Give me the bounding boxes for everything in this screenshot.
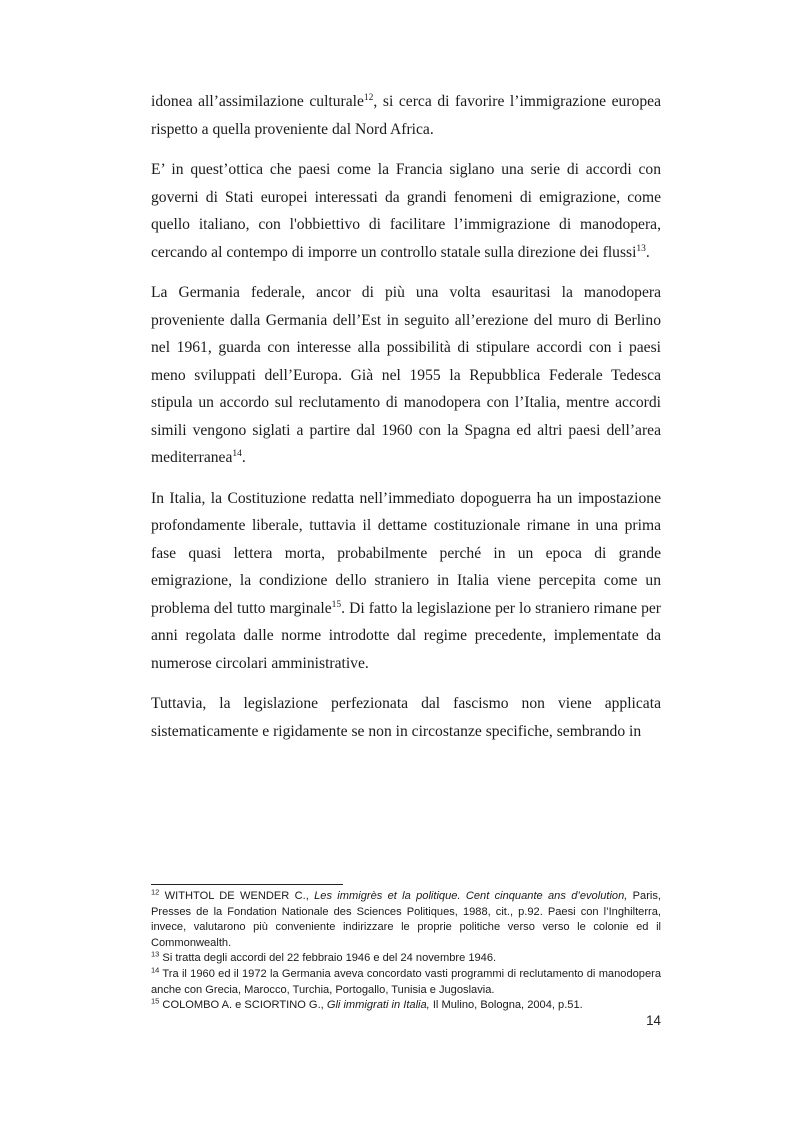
page-number: 14 (646, 1013, 661, 1028)
paragraph-4: In Italia, la Costituzione redatta nell’immediato dopoguerra ha un impostazione profondamente liberale, tuttavia il dettame costituzionale rimane in una prima fase quasi lettera morta, probabilmente perché in un epoca di grande emigrazione, la condizione dello straniero in Italia viene percepita come un problema del tutto marginale$^{15}$. Di fatto la legislazione per lo straniero rimane per anni regolata dalle norme introdotte dal regime precedente, implementate da numerose circolari amministrative. (151, 489, 661, 672)
footnote-ref-15[interactable]: 15 (331, 599, 342, 610)
footnote-13: $^{13}$ Si tratta degli accordi del 22 febbraio 1946 e del 24 novembre 1946. (151, 949, 497, 965)
footnote-15: $^{15}$ COLOMBO A. e SCIORTINO G., Gli immigrati in Italia, Il Mulino, Bologna, 2004, p.51. (151, 996, 583, 1012)
body-text (151, 88, 661, 745)
paragraph-1: idonea all’assimilazione culturale$^{12}$, si cerca di favorire l’immigrazione europea rispetto a quella proveniente dal Nord Africa. (151, 92, 661, 138)
footnote-12: $^{12}$ WITHTOL DE WENDER C., Les immigrès et la politique. Cent cinquante ans d’evolution, Paris, Presses de la Fondation Nationale des Sciences Politiques, 1988, cit., p.92. Paesi con l’Inghilterra, invece, valutarono più conveniente indirizzare le proprie politiche verso verso le colonie ed il Commonwealth. (151, 887, 661, 949)
footnote-separator (151, 884, 343, 885)
footnotes (151, 889, 661, 1014)
paragraph-3: La Germania federale, ancor di più una volta esauritasi la manodopera proveniente dalla Germania dell’Est in seguito all’erezione del muro di Berlino nel 1961, guarda con interesse alla possibilità di stipulare accordi con i paesi meno sviluppati dell’Europa. Già nel 1955 la Repubblica Federale Tedesca stipula un accordo sul reclutamento di manodopera con l’Italia, mentre accordi simili vengono siglati a partire dal 1960 con la Spagna ed altri paesi dell’area mediterranea$^{14}$. (151, 284, 661, 466)
paragraph-5: Tuttavia, la legislazione perfezionata dal fascismo non viene applicata sistematicamente e rigidamente se non in circostanze specifiche, sembrando in (151, 695, 661, 740)
footnote-14: $^{14}$ Tra il 1960 ed il 1972 la Germania aveva concordato vasti programmi di reclutamento di manodopera anche con Grecia, Marocco, Turchia, Portogallo, Tunisia e Jugoslavia. (151, 965, 661, 996)
footnote-ref-14[interactable]: 14 (232, 448, 242, 459)
paragraph-2: E’ in quest’ottica che paesi come la Francia siglano una serie di accordi con governi di Stati europei interessati da grandi fenomeni di emigrazione, come quello italiano, con l'obbiettivo di facilitare l’immigrazione di manodopera, cercando al contempo di imporre un controllo statale sulla direzione dei flussi$^{13}$. (151, 161, 661, 261)
footnote-ref-13[interactable]: 13 (636, 243, 646, 254)
footnote-ref-12[interactable]: 12 (363, 92, 374, 103)
